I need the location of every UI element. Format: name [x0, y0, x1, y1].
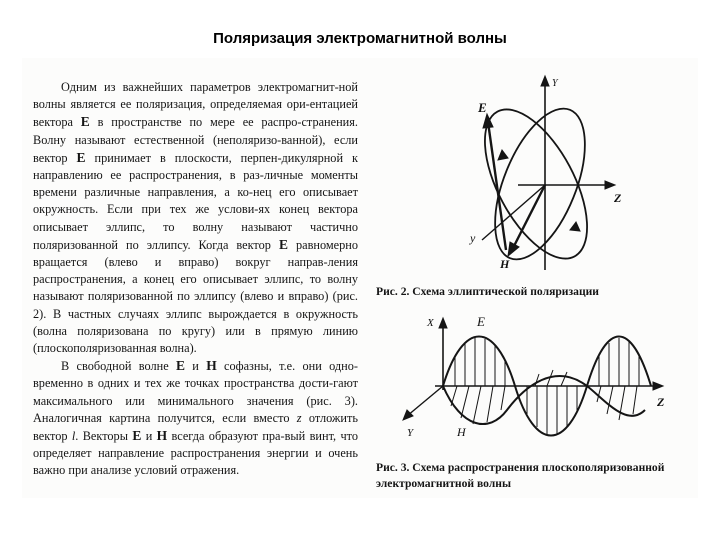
- label-y: Y: [407, 427, 414, 439]
- z-letter: z: [296, 410, 302, 425]
- vector-e: E: [175, 358, 185, 374]
- h-hatch: [461, 386, 469, 418]
- label-e: E: [478, 100, 487, 115]
- label-h: H: [457, 425, 466, 439]
- text-run: . Векторы: [75, 429, 133, 444]
- h-hatch: [561, 372, 567, 386]
- vector-e: E: [278, 236, 288, 252]
- figure-3-caption: Рис. 3. Схема распространения плоскополяризованной электромагнитной волны: [376, 461, 665, 490]
- h-hatch: [633, 386, 637, 414]
- label-x: y: [470, 231, 476, 245]
- y-arrow: [541, 76, 549, 86]
- figure-2-caption: Рис. 2. Схема эллиптической поляризации: [376, 285, 599, 298]
- vector-e: E: [80, 114, 90, 130]
- label-z: Z: [614, 191, 622, 205]
- rotation-arrow-icon: [570, 222, 580, 231]
- h-hatch: [607, 386, 613, 414]
- x-arrow: [439, 318, 447, 328]
- y-axis: [407, 386, 443, 416]
- text-run: принимает в плоскости, перпен-дикулярной к направлению ее распространения, в раз-личные моменты времени различные направления, а ко-нец его описывает окружность. Если при тех же услови-ях конец вектора описывает эллипс, то волну называют частично поляризованной по эллипсу. Когда вектор: [33, 150, 358, 252]
- vector-e: E: [132, 428, 142, 444]
- label-x: X: [427, 317, 434, 329]
- vector-h: H: [206, 358, 217, 374]
- e-vector: [488, 122, 506, 250]
- figure-elliptical-polarization: [418, 72, 648, 277]
- h-wave: [443, 376, 645, 424]
- label-z: Z: [657, 395, 665, 409]
- label-y: Y: [552, 78, 558, 89]
- l-letter: l: [71, 429, 76, 444]
- h-hatch: [451, 386, 457, 406]
- figure-plane-polarized-wave: [395, 310, 675, 458]
- vector-e: E: [76, 149, 86, 165]
- text-run: и: [141, 429, 157, 444]
- vector-h: H: [156, 428, 168, 444]
- x-axis: [482, 185, 545, 240]
- label-h: H: [500, 257, 510, 271]
- paragraph-free-wave: [33, 357, 358, 479]
- text-run: софазны, т.е. они одно-временно в одних и тех же точках пространства дости-гают максимального или минимального значения (рис. 3). Аналогичная картина получится, если вместо: [33, 359, 358, 425]
- z-arrow: [605, 181, 615, 189]
- rotation-arrow-icon: [498, 150, 508, 160]
- slide-title: Поляризация электромагнитной волны: [213, 30, 507, 47]
- text-run: и: [184, 359, 207, 374]
- text-run: В свободной волне: [61, 359, 176, 374]
- text-run: в пространстве по мере ее распро-странения. Волну называют естественной (неполяризо-ванной), если вектор: [33, 115, 358, 165]
- h-hatch: [501, 386, 505, 410]
- h-hatch: [535, 374, 539, 386]
- h-hatch: [473, 386, 481, 424]
- text-run: всегда образуют пра-вый винт, что определяет направление распространения энергии и очень важно при анализе условий отражения.: [33, 429, 358, 478]
- h-hatch: [487, 386, 493, 422]
- label-e: E: [477, 314, 485, 329]
- text-run: равномерно вращается (влево и вправо) вокруг направ-ления распространения, а конец его описывает эллипс, то волну называют поляризованной по эллипсу (влево и вправо) (рис. 2). В частных случаях эллипс вырождается в окружность (волна поляризована по кругу) или в прямую линию (плоскополяризованная волна).: [33, 237, 358, 356]
- text-run: отложить вектор: [33, 410, 358, 444]
- z-arrow: [653, 382, 663, 390]
- h-vector-arrow: [508, 242, 519, 256]
- body-text: [33, 79, 358, 480]
- h-vector: [512, 185, 545, 250]
- paragraph-polarization: [33, 79, 358, 357]
- text-run: Одним из важнейших параметров электромагнит-ной волны является ее поляризация, определяемая ори-ентацией вектора: [33, 80, 358, 130]
